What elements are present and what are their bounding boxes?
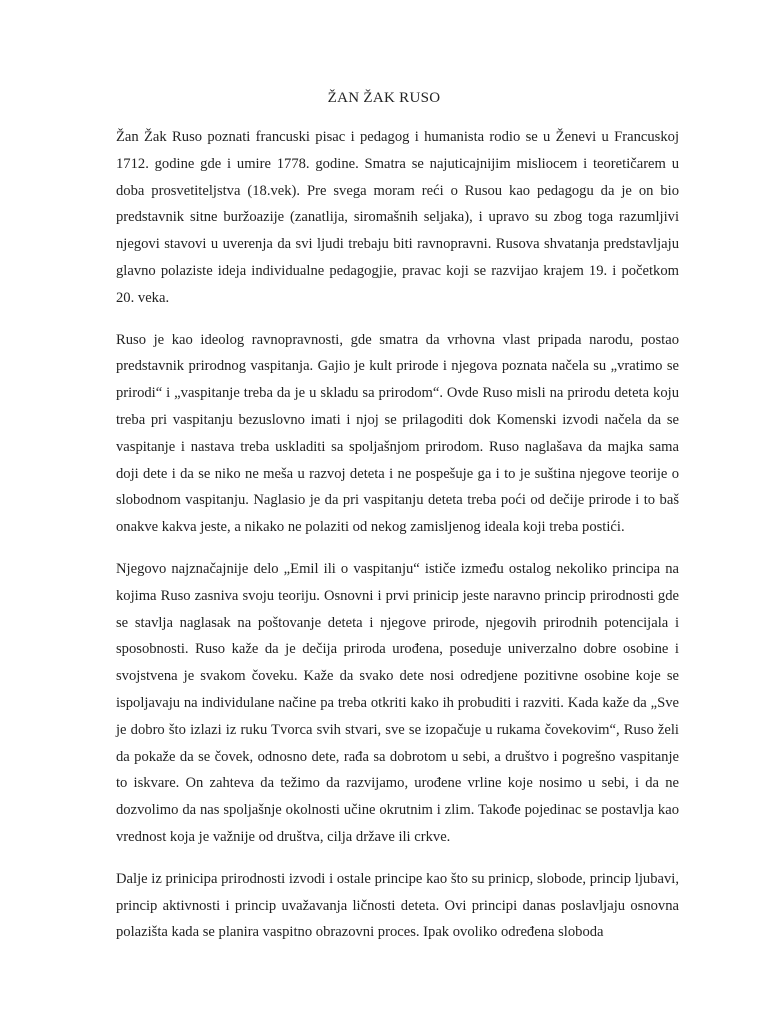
document-body [116, 124, 679, 961]
paragraph-2: Ruso je kao ideolog ravnopravnosti, gde smatra da vrhovna vlast pripada narodu, postao predstavnik prirodnog vaspitanja. Gajio je kult prirode i njegova poznata načela su „vratimo se prirodi“ i „vaspitanje treba da je u skladu sa prirodom“. Ovde Ruso misli na prirodu deteta koju treba pri vaspitanju bezuslovno imati i njoj se prilagoditi dok Komenski izvodi načela da se vaspitanje i nastava treba uskladiti sa spoljašnjom prirodom. Ruso naglašava da majka sama doji dete i da se niko ne meša u razvoj deteta i ne pospešuje ga i to je suština njegove teorije o slobodnom vaspitanju. Naglasio je da pri vaspitanju deteta treba poći od dečije prirode i to baš onakve kakva jeste, a nikako ne polaziti od nekog zamisljenog ideala koji treba postići. [116, 331, 679, 536]
paragraph-1: Žan Žak Ruso poznati francuski pisac i pedagog i humanista rodio se u Ženevi u Francuskoj 1712. godine gde i umire 1778. godine. Smatra se najuticajnijim misliocem i teoretičarem u doba prosvetiteljstva (18.vek). Pre svega moram reći o Rusou kao pedagogu da je on bio predstavnik sitne buržoazije (zanatlija, siromašnih seljaka), i upravo su zbog toga razumljivi njegovi stavovi u uverenja da svi ljudi trebaju biti ravnopravni. Rusova shvatanja predstavljaju glavno polaziste ideja individualne pedagogjie, pravac koji se razvijao krajem 19. i početkom 20. veka. [116, 129, 679, 306]
paragraph-4: Dalje iz prinicipa prirodnosti izvodi i ostale principe kao što su prinicp, slobode, princip ljubavi, princip aktivnosti i princip uvažavanja ličnosti deteta. Ovi principi danas poslavljaju osnovna polazišta kada se planira vaspitno obrazovni proces. Ipak ovoliko određena sloboda [116, 870, 679, 941]
paragraph-3: Njegovo najznačajnije delo „Emil ili o vaspitanju“ ističe između ostalog nekoliko principa na kojima Ruso zasniva svoju teoriju. Osnovni i prvi prinicip jeste naravno princip prirodnosti gde se stavlja naglasak na poštovanje deteta i njegove prirode, njegovih prirodnih potencijala i sposobnosti. Ruso kaže da je dečija priroda urođena, poseduje univerzalno dobre osobine i svojstvena je svakom čoveku. Kaže da svako dete nosi odredjene pozitivne osobine koje se ispoljavaju na individulane načine pa treba otkriti kako ih probuditi i razviti. Kada kaže da „Sve je dobro što izlazi iz ruku Tvorca svih stvari, sve se izopačuje u rukama čovekovim“, Ruso želi da pokaže da se čovek, odnosno dete, rađa sa dobrotom u sebi, a društvo i pogrešno vaspitanje to iskvare. On zahteva da težimo da razvijamo, urođene vrline koje nosimo u sebi, i da ne dozvolimo da nas spoljašnje okolnosti učine okrutnim i zlim. Takođe pojedinac se postavlja kao vrednost koja je važnije od društva, cilja države ili crkve. [116, 560, 679, 845]
document-title: ŽAN ŽAK RUSO [327, 90, 441, 106]
